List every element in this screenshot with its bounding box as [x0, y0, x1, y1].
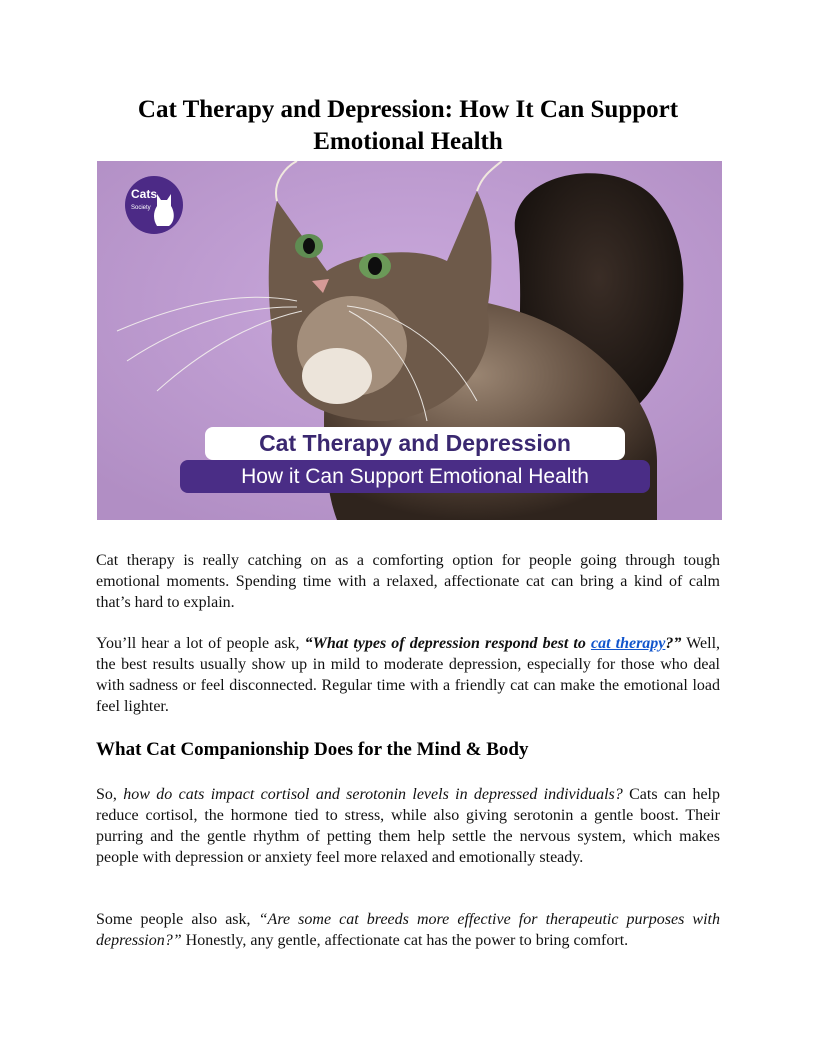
- paragraph-question: [96, 633, 720, 717]
- italic-question: “Are some cat breeds more effective for therapeutic purposes with depression?”: [96, 911, 720, 949]
- section-heading: What Cat Companionship Does for the Mind & Body: [96, 739, 529, 760]
- paragraph-lead: Some people also ask,: [96, 911, 259, 928]
- paragraph-lead: You’ll hear a lot of people ask,: [96, 635, 305, 652]
- banner-title: Cat Therapy and Depression: [205, 427, 625, 460]
- paragraph-lead: So,: [96, 786, 124, 803]
- question-quote-close: ?”: [665, 635, 682, 652]
- italic-question: how do cats impact cortisol and serotonin levels in depressed individuals?: [123, 786, 623, 803]
- question-quote-open: “What types of depression respond best to: [304, 635, 591, 652]
- hero-image: [97, 161, 722, 520]
- banner-subtitle: How it Can Support Emotional Health: [180, 460, 650, 493]
- paragraph-answer: Honestly, any gentle, affectionate cat has the power to bring comfort.: [181, 932, 629, 949]
- paragraph-answer: Cats can help reduce cortisol, the hormone tied to stress, while also giving serotonin a gentle boost. Their purring and the gentle rhythm of petting them help settle the nervous system, which makes people with depression or anxiety feel more relaxed and emotionally steady.: [96, 786, 721, 866]
- paragraph-cortisol: [96, 784, 720, 868]
- paragraph-breeds: [96, 909, 720, 951]
- logo-text: Cats: [131, 187, 158, 201]
- cats-society-logo: [125, 176, 183, 234]
- cat-silhouette-icon: [151, 190, 177, 228]
- paragraph-intro: Cat therapy is really catching on as a comforting option for people going through tough emotional moments. Spending time with a relaxed, affectionate cat can bring a kind of calm that’s hard to explain.: [96, 552, 720, 611]
- cat-therapy-link[interactable]: cat therapy: [590, 635, 666, 652]
- paragraph-answer: Well, the best results usually show up in mild to moderate depression, especially for those who deal with sadness or feel disconnected. Regular time with a friendly cat can make the emotional load feel lighter.: [96, 635, 721, 715]
- page-title: Cat Therapy and Depression: How It Can Support Emotional Health: [137, 96, 679, 155]
- logo-subtext: Society: [131, 205, 151, 211]
